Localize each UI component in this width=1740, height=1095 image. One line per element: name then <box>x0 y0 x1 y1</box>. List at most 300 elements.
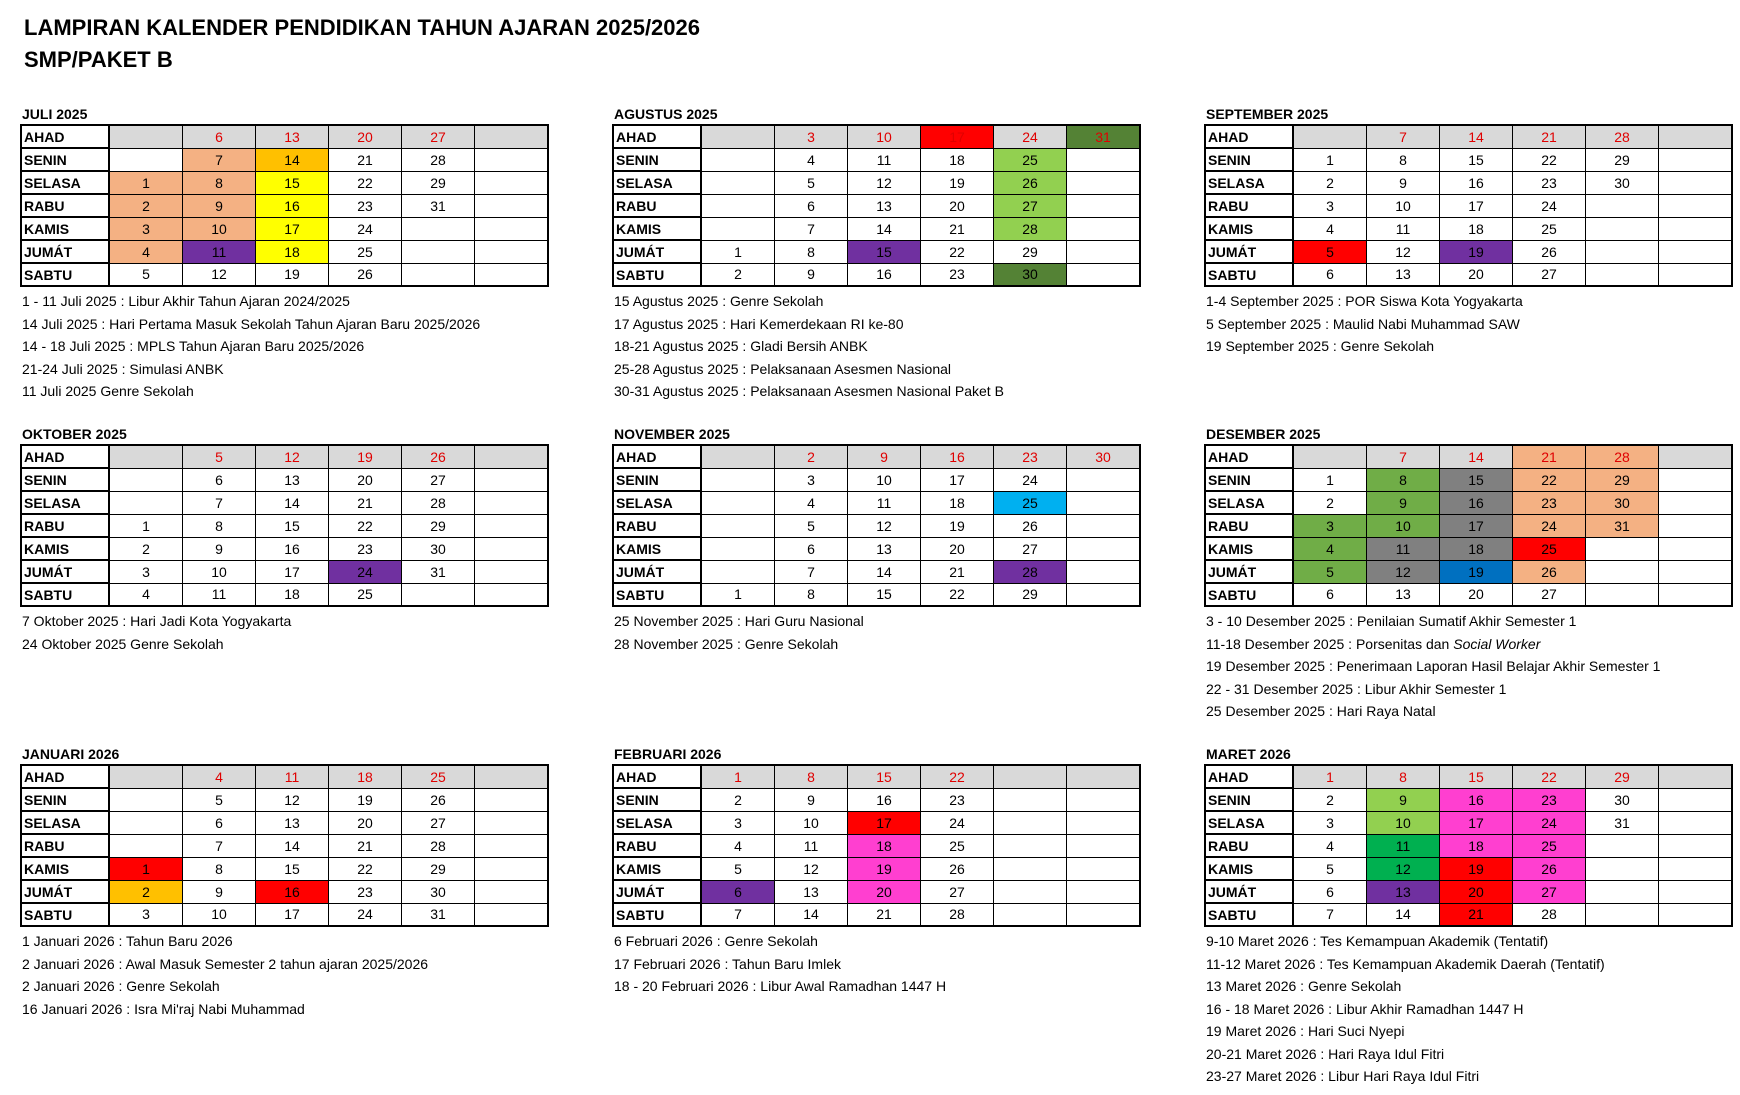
date-cell <box>475 445 549 468</box>
highlighted-date-cell: 9 <box>1367 491 1440 514</box>
date-cell <box>1067 583 1141 606</box>
highlighted-date-cell: 26 <box>994 171 1067 194</box>
highlighted-date-cell: 18 <box>848 834 921 857</box>
day-name-cell: SELASA <box>613 811 701 834</box>
date-cell: 14 <box>1367 903 1440 926</box>
day-name-cell: AHAD <box>21 445 109 468</box>
highlighted-date-cell: 17 <box>1440 514 1513 537</box>
note-line: 6 Februari 2026 : Genre Sekolah <box>614 933 818 949</box>
date-cell: 26 <box>1513 240 1586 263</box>
date-cell: 27 <box>1513 583 1586 606</box>
highlighted-date-cell: 21 <box>1513 445 1586 468</box>
highlighted-date-cell: 9 <box>183 194 256 217</box>
month-table <box>612 444 1141 607</box>
month-block <box>20 425 540 655</box>
week-day-row <box>613 194 1140 217</box>
note-line: 1 Januari 2026 : Tahun Baru 2026 <box>22 933 233 949</box>
note-line: 17 Agustus 2025 : Hari Kemerdekaan RI ke-80 <box>614 315 904 332</box>
day-name-cell: SENIN <box>613 148 701 171</box>
date-cell <box>1067 263 1141 286</box>
note-line: 16 Januari 2026 : Isra Mi'raj Nabi Muhammad <box>22 1000 305 1017</box>
week-day-row <box>613 765 1140 788</box>
month-notes <box>20 610 540 655</box>
date-cell: 9 <box>848 445 921 468</box>
date-cell <box>1067 491 1141 514</box>
date-cell: 6 <box>183 811 256 834</box>
highlighted-date-cell: 7 <box>183 148 256 171</box>
week-day-row <box>21 171 548 194</box>
highlighted-date-cell: 17 <box>256 217 329 240</box>
date-cell: 18 <box>921 491 994 514</box>
date-cell: 25 <box>1513 217 1586 240</box>
date-cell <box>1067 560 1141 583</box>
note-line: 11-18 Desember 2025 : Porsenitas dan Social Worker <box>1206 635 1541 652</box>
highlighted-date-cell: 15 <box>1440 468 1513 491</box>
highlighted-date-cell: 1 <box>109 857 183 880</box>
date-cell: 15 <box>848 583 921 606</box>
week-day-row <box>613 903 1140 926</box>
date-cell: 4 <box>701 834 775 857</box>
date-cell <box>1659 240 1733 263</box>
month-block <box>1204 425 1724 723</box>
date-cell <box>1586 834 1659 857</box>
date-cell <box>1586 240 1659 263</box>
day-name-cell: SENIN <box>21 468 109 491</box>
date-cell: 13 <box>1367 583 1440 606</box>
date-cell <box>109 125 183 148</box>
week-day-row <box>21 560 548 583</box>
week-day-row <box>613 537 1140 560</box>
date-cell: 11 <box>775 834 848 857</box>
day-name-cell: JUMÁT <box>1205 560 1293 583</box>
highlighted-date-cell: 26 <box>1513 857 1586 880</box>
day-name-cell: KAMIS <box>613 217 701 240</box>
week-day-row <box>613 468 1140 491</box>
date-cell <box>475 514 549 537</box>
highlighted-date-cell: 18 <box>256 240 329 263</box>
date-cell: 23 <box>921 788 994 811</box>
highlighted-date-cell: 10 <box>1367 514 1440 537</box>
day-name-cell: KAMIS <box>1205 857 1293 880</box>
date-cell <box>994 903 1067 926</box>
date-cell: 20 <box>329 125 402 148</box>
week-day-row <box>1205 788 1732 811</box>
note-line: 1-4 September 2025 : POR Siswa Kota Yogyakarta <box>1206 293 1523 309</box>
date-cell: 17 <box>256 560 329 583</box>
date-cell: 26 <box>402 788 475 811</box>
note-line: 3 - 10 Desember 2025 : Penilaian Sumatif Akhir Semester 1 <box>1206 613 1577 629</box>
date-cell <box>1586 903 1659 926</box>
date-cell <box>109 765 183 788</box>
month-notes <box>20 930 540 1020</box>
note-line: 23-27 Maret 2026 : Libur Hari Raya Idul Fitri <box>1206 1068 1480 1084</box>
month-name: JULI 2025 <box>22 106 88 122</box>
date-cell: 13 <box>256 811 329 834</box>
date-cell <box>402 583 475 606</box>
date-cell: 19 <box>329 788 402 811</box>
date-cell: 22 <box>329 514 402 537</box>
highlighted-date-cell: 19 <box>1440 240 1513 263</box>
date-cell: 15 <box>848 765 921 788</box>
date-cell: 12 <box>775 857 848 880</box>
highlighted-date-cell: 2 <box>109 880 183 903</box>
day-name-cell: SENIN <box>1205 148 1293 171</box>
date-cell: 8 <box>775 583 848 606</box>
date-cell: 30 <box>402 537 475 560</box>
date-cell: 9 <box>1367 171 1440 194</box>
month-table <box>1204 764 1733 927</box>
day-name-cell: SELASA <box>1205 491 1293 514</box>
day-name-cell: JUMÁT <box>613 240 701 263</box>
month-block <box>612 105 1132 403</box>
date-cell: 6 <box>183 125 256 148</box>
date-cell <box>994 788 1067 811</box>
date-cell: 7 <box>701 903 775 926</box>
day-name-cell: SABTU <box>613 583 701 606</box>
date-cell: 6 <box>183 468 256 491</box>
date-cell: 29 <box>402 857 475 880</box>
day-name-cell: SELASA <box>21 811 109 834</box>
note-line: 15 Agustus 2025 : Genre Sekolah <box>614 293 824 309</box>
date-cell: 9 <box>775 788 848 811</box>
date-cell: 10 <box>183 903 256 926</box>
date-cell <box>1067 514 1141 537</box>
highlighted-date-cell: 30 <box>1586 491 1659 514</box>
highlighted-date-cell: 6 <box>701 880 775 903</box>
week-day-row <box>1205 811 1732 834</box>
date-cell: 22 <box>921 583 994 606</box>
month-notes <box>612 610 1132 655</box>
date-cell: 24 <box>921 811 994 834</box>
day-name-cell: JUMÁT <box>21 560 109 583</box>
highlighted-date-cell: 4 <box>1293 537 1367 560</box>
date-cell: 1 <box>1293 765 1367 788</box>
date-cell <box>1586 583 1659 606</box>
note-line: 19 September 2025 : Genre Sekolah <box>1206 338 1435 354</box>
date-cell: 16 <box>1440 171 1513 194</box>
date-cell: 15 <box>256 857 329 880</box>
day-name-cell: AHAD <box>1205 765 1293 788</box>
date-cell: 24 <box>994 125 1067 148</box>
highlighted-date-cell: 21 <box>1440 903 1513 926</box>
highlighted-date-cell: 12 <box>1367 857 1440 880</box>
date-cell <box>109 811 183 834</box>
date-cell: 27 <box>402 125 475 148</box>
highlighted-date-cell: 27 <box>1513 880 1586 903</box>
date-cell <box>1659 834 1733 857</box>
date-cell <box>1067 834 1141 857</box>
date-cell: 25 <box>329 583 402 606</box>
date-cell: 25 <box>402 765 475 788</box>
highlighted-date-cell: 25 <box>994 148 1067 171</box>
highlighted-date-cell: 23 <box>1513 491 1586 514</box>
day-name-cell: AHAD <box>21 125 109 148</box>
note-line: 13 Maret 2026 : Genre Sekolah <box>1206 978 1402 994</box>
day-name-cell: SENIN <box>1205 468 1293 491</box>
week-day-row <box>613 148 1140 171</box>
day-name-cell: SABTU <box>21 263 109 286</box>
date-cell <box>1659 217 1733 240</box>
date-cell <box>1659 263 1733 286</box>
date-cell <box>1067 468 1141 491</box>
date-cell: 11 <box>848 148 921 171</box>
date-cell <box>994 765 1067 788</box>
date-cell: 10 <box>183 560 256 583</box>
date-cell <box>475 903 549 926</box>
date-cell <box>1659 880 1733 903</box>
highlighted-date-cell: 11 <box>1367 537 1440 560</box>
date-cell: 3 <box>701 811 775 834</box>
day-name-cell: SELASA <box>1205 811 1293 834</box>
day-name-cell: SELASA <box>613 171 701 194</box>
day-name-cell: AHAD <box>21 765 109 788</box>
date-cell: 6 <box>1293 880 1367 903</box>
date-cell: 13 <box>848 537 921 560</box>
date-cell: 22 <box>329 857 402 880</box>
date-cell <box>1067 811 1141 834</box>
date-cell <box>1659 903 1733 926</box>
highlighted-date-cell: 23 <box>1513 788 1586 811</box>
date-cell: 15 <box>1440 148 1513 171</box>
date-cell: 3 <box>1293 194 1367 217</box>
month-name: DESEMBER 2025 <box>1206 426 1321 442</box>
month-notes <box>1204 290 1724 358</box>
date-cell <box>1586 217 1659 240</box>
note-line: 2 Januari 2026 : Genre Sekolah <box>22 978 220 994</box>
date-cell <box>475 491 549 514</box>
week-day-row <box>21 537 548 560</box>
month-notes <box>1204 610 1724 723</box>
date-cell <box>402 240 475 263</box>
date-cell <box>1293 125 1367 148</box>
date-cell: 6 <box>775 194 848 217</box>
date-cell: 19 <box>256 263 329 286</box>
date-cell: 14 <box>848 217 921 240</box>
date-cell <box>701 468 775 491</box>
week-day-row <box>1205 880 1732 903</box>
date-cell: 5 <box>701 857 775 880</box>
date-cell <box>1659 537 1733 560</box>
week-day-row <box>1205 537 1732 560</box>
date-cell: 31 <box>402 903 475 926</box>
week-day-row <box>1205 217 1732 240</box>
date-cell <box>475 811 549 834</box>
highlighted-date-cell: 22 <box>1513 468 1586 491</box>
date-cell: 5 <box>775 171 848 194</box>
day-name-cell: SABTU <box>1205 583 1293 606</box>
week-day-row <box>613 560 1140 583</box>
week-day-row <box>1205 468 1732 491</box>
highlighted-date-cell: 30 <box>994 263 1067 286</box>
date-cell: 7 <box>183 491 256 514</box>
highlighted-date-cell: 17 <box>1440 811 1513 834</box>
week-day-row <box>1205 171 1732 194</box>
week-day-row <box>1205 445 1732 468</box>
week-day-row <box>1205 765 1732 788</box>
highlighted-date-cell: 25 <box>1513 834 1586 857</box>
date-cell: 13 <box>848 194 921 217</box>
date-cell <box>701 194 775 217</box>
week-day-row <box>21 765 548 788</box>
date-cell <box>1659 194 1733 217</box>
note-line: 17 Februari 2026 : Tahun Baru Imlek <box>614 955 841 972</box>
date-cell: 11 <box>848 491 921 514</box>
date-cell: 2 <box>1293 171 1367 194</box>
day-name-cell: AHAD <box>1205 445 1293 468</box>
highlighted-date-cell: 18 <box>1440 537 1513 560</box>
week-day-row <box>1205 125 1732 148</box>
date-cell: 4 <box>1293 834 1367 857</box>
date-cell <box>475 171 549 194</box>
date-cell: 6 <box>775 537 848 560</box>
date-cell <box>109 445 183 468</box>
date-cell <box>1586 194 1659 217</box>
highlighted-date-cell: 16 <box>1440 491 1513 514</box>
date-cell: 22 <box>1513 765 1586 788</box>
month-block <box>612 425 1132 655</box>
month-name: SEPTEMBER 2025 <box>1206 106 1329 122</box>
date-cell: 17 <box>256 903 329 926</box>
date-cell <box>994 857 1067 880</box>
week-day-row <box>613 171 1140 194</box>
date-cell <box>1067 765 1141 788</box>
highlighted-date-cell: 4 <box>109 240 183 263</box>
date-cell: 7 <box>775 560 848 583</box>
week-day-row <box>613 880 1140 903</box>
date-cell <box>1659 560 1733 583</box>
date-cell: 8 <box>775 765 848 788</box>
note-line: 22 - 31 Desember 2025 : Libur Akhir Semester 1 <box>1206 680 1507 697</box>
week-day-row <box>1205 560 1732 583</box>
date-cell <box>994 811 1067 834</box>
week-day-row <box>613 263 1140 286</box>
week-day-row <box>613 788 1140 811</box>
day-name-cell: AHAD <box>613 125 701 148</box>
month-name: FEBRUARI 2026 <box>614 746 722 762</box>
date-cell: 24 <box>1513 194 1586 217</box>
date-cell: 1 <box>109 514 183 537</box>
date-cell: 23 <box>329 537 402 560</box>
date-cell: 22 <box>1513 148 1586 171</box>
date-cell: 11 <box>1367 217 1440 240</box>
date-cell <box>1067 217 1141 240</box>
note-line: 21-24 Juli 2025 : Simulasi ANBK <box>22 360 224 377</box>
highlighted-date-cell: 16 <box>256 880 329 903</box>
month-notes <box>612 290 1132 403</box>
note-line: 14 Juli 2025 : Hari Pertama Masuk Sekolah Tahun Ajaran Baru 2025/2026 <box>22 315 481 332</box>
highlighted-date-cell: 28 <box>994 217 1067 240</box>
date-cell: 22 <box>329 171 402 194</box>
date-cell: 20 <box>1440 263 1513 286</box>
month-table <box>1204 124 1733 287</box>
highlighted-date-cell: 15 <box>848 240 921 263</box>
week-day-row <box>1205 263 1732 286</box>
highlighted-date-cell: 5 <box>1293 560 1367 583</box>
date-cell: 23 <box>1513 171 1586 194</box>
highlighted-date-cell: 9 <box>1367 788 1440 811</box>
date-cell: 28 <box>402 491 475 514</box>
date-cell: 20 <box>921 537 994 560</box>
week-day-row <box>21 240 548 263</box>
day-name-cell: RABU <box>1205 194 1293 217</box>
date-cell: 1 <box>701 765 775 788</box>
date-cell <box>109 834 183 857</box>
date-cell: 12 <box>256 788 329 811</box>
date-cell <box>1659 445 1733 468</box>
date-cell: 21 <box>329 491 402 514</box>
date-cell: 15 <box>1440 765 1513 788</box>
date-cell <box>109 468 183 491</box>
highlighted-date-cell: 8 <box>183 171 256 194</box>
day-name-cell: RABU <box>613 514 701 537</box>
note-line: 14 - 18 Juli 2025 : MPLS Tahun Ajaran Baru 2025/2026 <box>22 338 365 354</box>
date-cell: 28 <box>402 148 475 171</box>
highlighted-date-cell: 20 <box>1440 880 1513 903</box>
date-cell: 3 <box>109 560 183 583</box>
week-day-row <box>21 445 548 468</box>
highlighted-date-cell: 13 <box>1367 880 1440 903</box>
date-cell <box>1586 560 1659 583</box>
date-cell: 21 <box>921 560 994 583</box>
day-name-cell: RABU <box>21 834 109 857</box>
date-cell <box>1586 857 1659 880</box>
date-cell <box>475 834 549 857</box>
date-cell <box>1293 445 1367 468</box>
day-name-cell: RABU <box>1205 514 1293 537</box>
date-cell: 26 <box>402 445 475 468</box>
highlighted-date-cell: 3 <box>109 217 183 240</box>
date-cell: 4 <box>183 765 256 788</box>
date-cell: 20 <box>329 811 402 834</box>
date-cell <box>475 217 549 240</box>
month-name: JANUARI 2026 <box>22 746 120 762</box>
highlighted-date-cell: 28 <box>1586 445 1659 468</box>
date-cell: 1 <box>701 583 775 606</box>
date-cell: 13 <box>256 125 329 148</box>
month-table <box>612 764 1141 927</box>
highlighted-date-cell: 27 <box>994 194 1067 217</box>
week-day-row <box>1205 583 1732 606</box>
date-cell: 6 <box>1293 583 1367 606</box>
date-cell: 14 <box>1440 445 1513 468</box>
note-line: 30-31 Agustus 2025 : Pelaksanaan Asesmen Nasional Paket B <box>614 383 1004 399</box>
date-cell: 2 <box>1293 788 1367 811</box>
date-cell: 20 <box>921 194 994 217</box>
day-name-cell: KAMIS <box>1205 537 1293 560</box>
day-name-cell: KAMIS <box>1205 217 1293 240</box>
date-cell <box>109 148 183 171</box>
date-cell <box>701 445 775 468</box>
date-cell <box>475 788 549 811</box>
highlighted-date-cell: 16 <box>256 194 329 217</box>
date-cell: 9 <box>183 880 256 903</box>
date-cell: 29 <box>1586 765 1659 788</box>
date-cell: 27 <box>1513 263 1586 286</box>
highlighted-date-cell: 17 <box>921 125 994 148</box>
day-name-cell: SELASA <box>21 491 109 514</box>
date-cell: 29 <box>994 583 1067 606</box>
note-line: 9-10 Maret 2026 : Tes Kemampuan Akademik (Tentatif) <box>1206 933 1549 949</box>
highlighted-date-cell: 15 <box>256 171 329 194</box>
date-cell <box>109 788 183 811</box>
date-cell: 14 <box>256 834 329 857</box>
date-cell: 31 <box>1586 811 1659 834</box>
day-name-cell: JUMÁT <box>613 880 701 903</box>
date-cell: 11 <box>256 765 329 788</box>
date-cell <box>701 148 775 171</box>
date-cell: 31 <box>402 560 475 583</box>
date-cell: 21 <box>329 834 402 857</box>
